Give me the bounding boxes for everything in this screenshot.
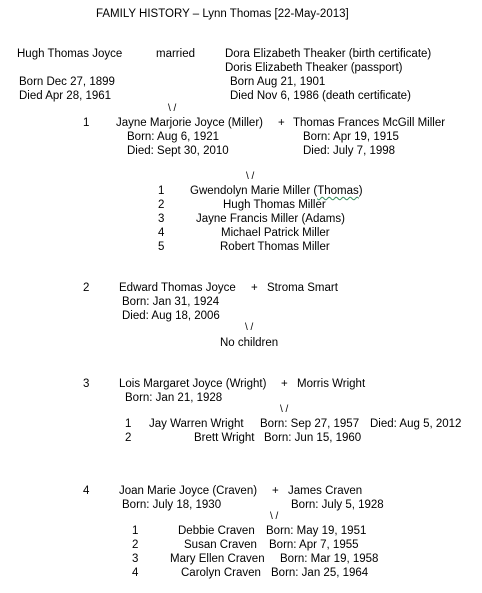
spouse-name: Morris Wright <box>297 378 366 390</box>
child-born: Born: Aug 6, 1921 <box>127 131 220 143</box>
wife-born: Born Aug 21, 1901 <box>230 76 326 88</box>
grandchild-number: 4 <box>158 227 165 239</box>
descent-marker: \ / <box>246 171 255 182</box>
spouse-born: Born: July 5, 1928 <box>291 499 384 511</box>
grandchild-name: Mary Ellen Craven <box>170 553 265 565</box>
wife-name-birth-certificate: Dora Elizabeth Theaker (birth certificate) <box>225 48 432 60</box>
husband-born: Born Dec 27, 1899 <box>19 76 115 88</box>
wife-name-passport: Doris Elizabeth Theaker (passport) <box>225 62 403 74</box>
spouse-died: Died: July 7, 1998 <box>303 145 396 157</box>
child-name: Lois Margaret Joyce (Wright) <box>119 378 267 390</box>
grandchild-number: 3 <box>158 213 165 225</box>
family-number: 3 <box>83 378 90 390</box>
child-born: Born: Jan 31, 1924 <box>122 296 220 308</box>
child-died: Died: Sept 30, 2010 <box>127 145 229 157</box>
plus-sign: + <box>251 282 258 294</box>
grandchild-born: Born: May 19, 1951 <box>266 525 367 537</box>
grandchild-name: Jay Warren Wright <box>149 418 244 430</box>
grandchild-number: 2 <box>132 539 139 551</box>
spouse-name: James Craven <box>288 485 363 497</box>
grandchild-number: 4 <box>132 567 139 579</box>
document-title: FAMILY HISTORY – Lynn Thomas [22-May-2013] <box>96 8 349 20</box>
grandchild-name: Susan Craven <box>184 539 257 551</box>
husband-name: Hugh Thomas Joyce <box>17 48 123 60</box>
grandchild-name: Michael Patrick Miller <box>221 227 330 239</box>
grandchild-born: Born: Sep 27, 1957 <box>260 418 360 430</box>
grandchild-number: 1 <box>158 185 165 197</box>
child-born: Born: July 18, 1930 <box>122 499 222 511</box>
family-number: 1 <box>83 117 90 129</box>
married-label: married <box>156 48 195 60</box>
grandchild-name: Robert Thomas Miller <box>220 241 330 253</box>
grandchild-number: 2 <box>125 432 132 444</box>
grandchild-died: Died: Aug 5, 2012 <box>370 418 462 430</box>
child-name: Jayne Marjorie Joyce (Miller) <box>116 117 263 129</box>
grandchild-born: Born: Jun 15, 1960 <box>264 432 362 444</box>
grandchild-number: 2 <box>158 199 165 211</box>
family-number: 4 <box>83 485 90 497</box>
grandchild-name: Debbie Craven <box>178 525 255 537</box>
grandchild-name: Jayne Francis Miller (Adams) <box>196 213 345 225</box>
child-died: Died: Aug 18, 2006 <box>122 310 220 322</box>
child-born: Born: Jan 21, 1928 <box>125 392 223 404</box>
child-name: Joan Marie Joyce (Craven) <box>119 485 258 497</box>
family-number: 2 <box>83 282 90 294</box>
grandchild-born: Born: Apr 7, 1955 <box>269 539 359 551</box>
spouse-name: Stroma Smart <box>267 282 338 294</box>
wife-died: Died Nov 6, 1986 (death certificate) <box>230 90 411 102</box>
grandchild-born: Born: Mar 19, 1958 <box>280 553 379 565</box>
descent-marker: \ / <box>245 322 254 333</box>
grandchild-name: Hugh Thomas Miller <box>223 199 326 211</box>
grandchild-name: Carolyn Craven <box>181 567 261 579</box>
descent-marker: \ / <box>280 404 289 415</box>
plus-sign: + <box>278 117 285 129</box>
grandchild-born: Born: Jan 25, 1964 <box>271 567 369 579</box>
grandchild-number: 1 <box>132 525 139 537</box>
plus-sign: + <box>272 485 279 497</box>
husband-died: Died Apr 28, 1961 <box>19 90 112 102</box>
grandchild-number: 3 <box>132 553 139 565</box>
plus-sign: + <box>281 378 288 390</box>
spouse-born: Born: Apr 19, 1915 <box>303 131 399 143</box>
spouse-name: Thomas Frances McGill Miller <box>293 117 446 129</box>
child-name: Edward Thomas Joyce <box>119 282 236 294</box>
grandchild-number: 5 <box>158 241 165 253</box>
descent-marker: \ / <box>168 103 177 114</box>
no-children-note: No children <box>220 337 279 349</box>
grandchild-number: 1 <box>125 418 132 430</box>
descent-marker: \ / <box>270 511 279 522</box>
grandchild-name: Brett Wright <box>194 432 255 444</box>
grandchild-name: Gwendolyn Marie Miller (Thomas) <box>190 185 363 197</box>
